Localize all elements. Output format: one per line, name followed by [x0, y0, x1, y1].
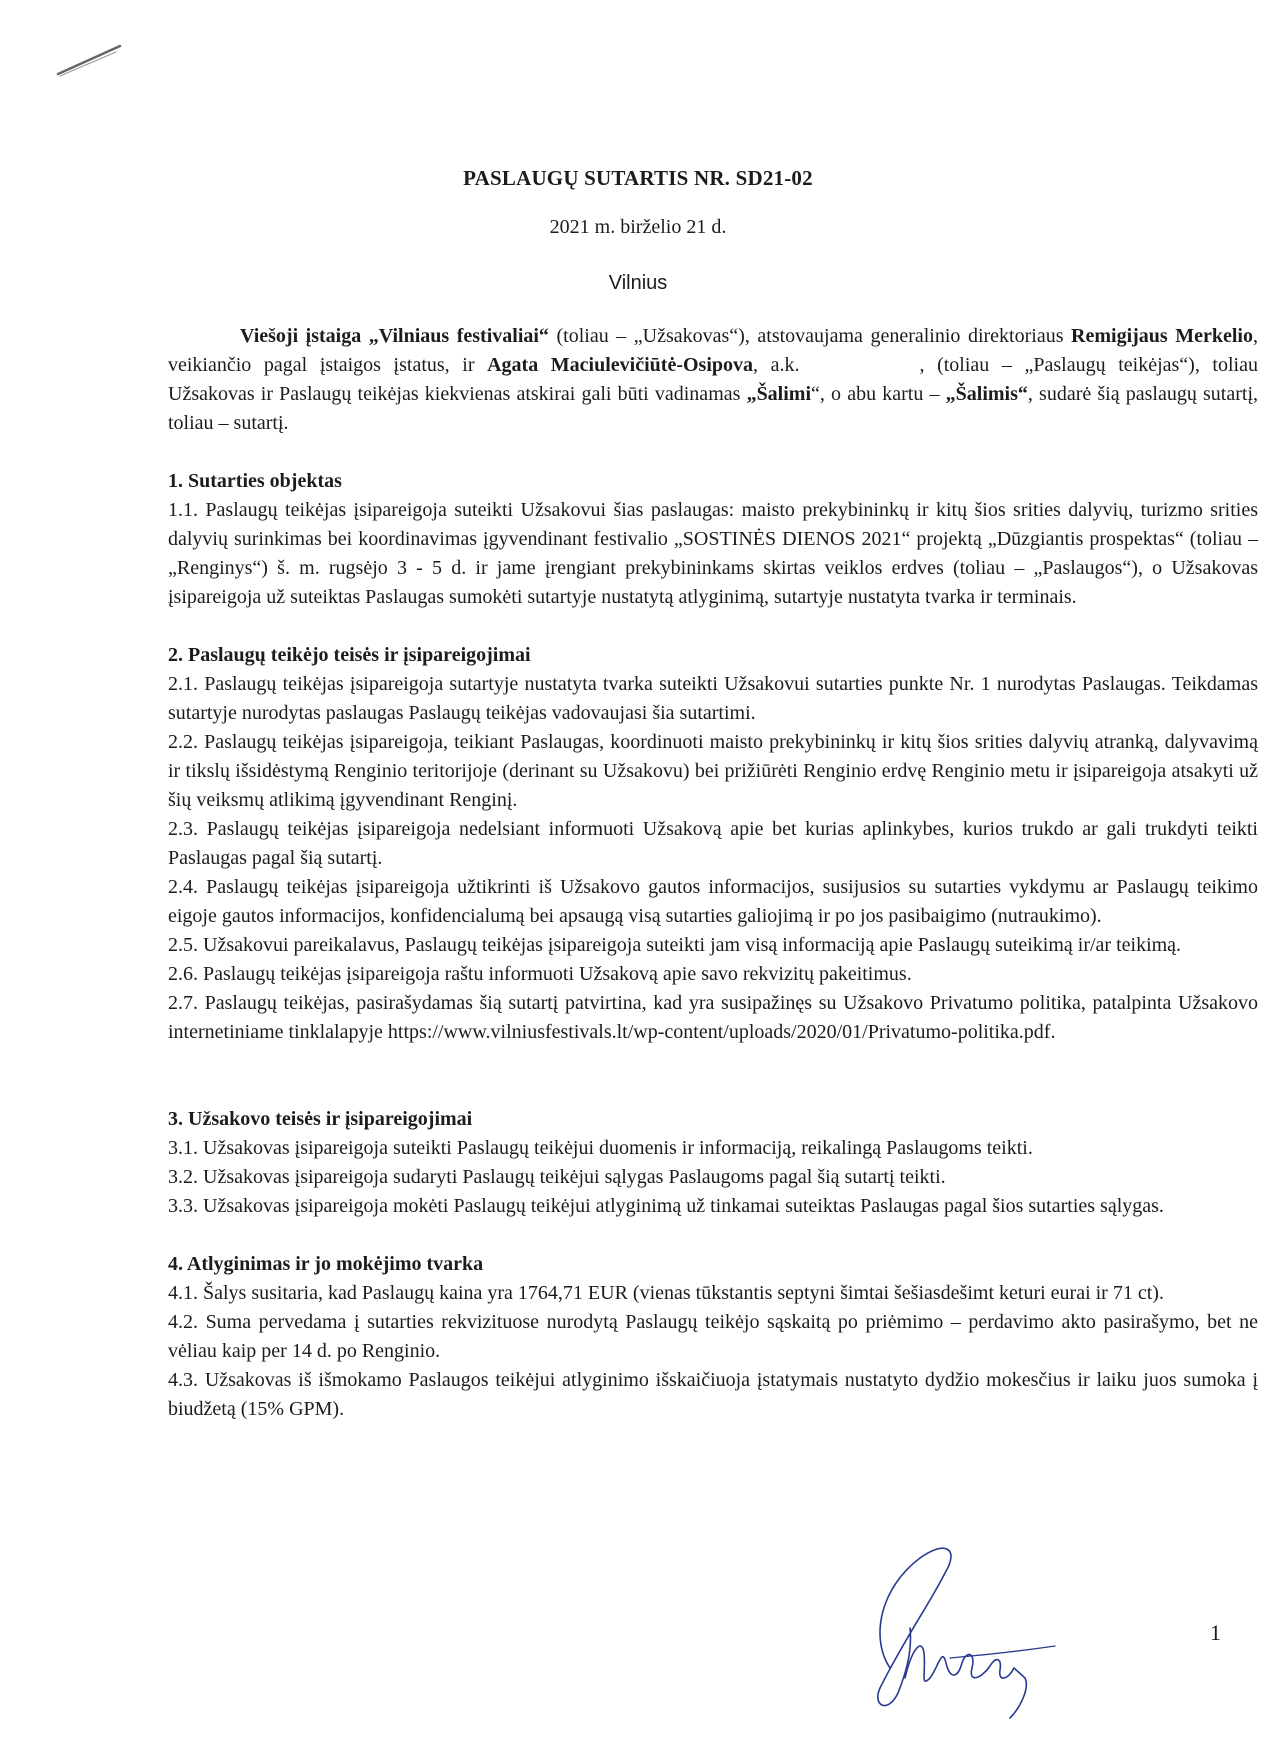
intro-text-2: , veikiančio pagal įstaigos įstatus, ir [168, 325, 1258, 376]
clause-3-3: 3.3. Užsakovas įsipareigoja mokėti Paslaugų teikėjui atlyginimą už tinkamai suteiktas Paslaugas pagal šios sutarties sąlygas. [168, 1195, 1164, 1217]
section-4-heading: 4. Atlyginimas ir jo mokėjimo tvarka [168, 1253, 484, 1275]
intro-director-name: Remigijaus Merkelio [1071, 325, 1253, 347]
clause-4-2: 4.2. Suma pervedama į sutarties rekvizituose nurodytą Paslaugų teikėjo sąskaitą po priėmimo – perdavimo akto pasirašymo, bet ne vėliau kaip per 14 d. po Renginio. [168, 1311, 1258, 1362]
intro-provider-name: Agata Maciulevičiūtė-Osipova [487, 354, 753, 376]
intro-term-salimi: „Šalimi [746, 383, 812, 405]
page-number: 1 [1210, 1620, 1221, 1645]
intro-text-1: (toliau – „Užsakovas“), atstovaujama generalinio direktoriaus [548, 325, 1072, 347]
clause-2-6: 2.6. Paslaugų teikėjas įsipareigoja raštu informuoti Užsakovą apie savo rekvizitų pakeitimus. [168, 963, 912, 985]
intro-text-3: , a.k. [753, 354, 800, 376]
clause-2-2: 2.2. Paslaugų teikėjas įsipareigoja, teikiant Paslaugas, koordinuoti maisto prekybininkų ir kitų šios srities dalyvių atranką, dalyvavimą ir tikslų išsidėstymą Renginio teritorijoje (derinant su Užsakovu) bei prižiūrėti Renginio erdvę Renginio metu ir įsipareigoja atsakyti už šių veiksmų atlikimą įgyvendinant Renginį. [168, 731, 1258, 811]
section-2 [168, 641, 1258, 1047]
clause-3-2: 3.2. Užsakovas įsipareigoja sudaryti Paslaugų teikėjui sąlygas Paslaugoms pagal šią sutartį teikti. [168, 1166, 946, 1188]
contract-body [168, 322, 1258, 1424]
section-3 [168, 1105, 1258, 1221]
clause-3-1: 3.1. Užsakovas įsipareigoja suteikti Paslaugų teikėjui duomenis ir informaciją, reikalingą Paslaugoms teikti. [168, 1137, 1033, 1159]
clause-2-4: 2.4. Paslaugų teikėjas įsipareigoja užtikrinti iš Užsakovo gautos informacijos, susijusios su sutarties vykdymu ar Paslaugų teikimo eigoje gautos informacijos, konfidencialumą bei apsaugą visą sutarties galiojimą ir po jos pasibaigimo (nutraukimo). [168, 876, 1258, 927]
section-1-heading: 1. Sutarties objektas [168, 470, 342, 492]
intro-party-1: Viešoji įstaiga „Vilniaus festivaliai“ [240, 325, 549, 347]
clause-4-3: 4.3. Užsakovas iš išmokamo Paslaugos teikėjui atlyginimo išskaičiuoja įstatymais nustatyto dydžio mokesčius ir laiku juos sumoka į biudžetą (15% GPM). [168, 1369, 1258, 1420]
handwritten-signature [850, 1528, 1060, 1728]
clause-2-1: 2.1. Paslaugų teikėjas įsipareigoja sutartyje nustatyta tvarka suteikti Užsakovui sutarties punkte Nr. 1 nurodytas Paslaugas. Teikdamas sutartyje nurodytas paslaugas Paslaugų teikėjas vadovaujasi šia sutartimi. [168, 673, 1258, 724]
intro-text-4: , (toliau – „Paslaugų teikėjas“), toliau Užsakovas ir Paslaugų teikėjas kiekvienas atskirai gali būti vadinamas [168, 354, 1258, 405]
intro-text-6: , sudarė šią paslaugų sutartį, toliau – sutartį. [168, 383, 1258, 434]
clause-2-3: 2.3. Paslaugų teikėjas įsipareigoja nedelsiant informuoti Užsakovą apie bet kurias aplinkybes, kurios trukdo ar gali trukdyti teikti Paslaugas pagal šią sutartį. [168, 818, 1258, 869]
clause-2-5: 2.5. Užsakovui pareikalavus, Paslaugų teikėjas įsipareigoja suteikti jam visą informaciją apie Paslaugų suteikimą ir/ar teikimą. [168, 934, 1182, 956]
contract-date: 2021 m. birželio 21 d. [549, 216, 727, 238]
section-3-heading: 3. Užsakovo teisės ir įsipareigojimai [168, 1108, 473, 1130]
clause-2-7: 2.7. Paslaugų teikėjas, pasirašydamas šią sutartį patvirtina, kad yra susipažinęs su Užsakovo Privatumo politika, patalpinta Užsakovo internetiniame tinklalapyje https://www.vilniusfestivals.lt/wp-content/uploads/2020/01/Privatumo-politika.pdf. [168, 992, 1258, 1043]
intro-paragraph [168, 322, 1258, 438]
contract-title: PASLAUGŲ SUTARTIS NR. SD21-02 [463, 166, 813, 190]
section-4 [168, 1250, 1258, 1424]
clause-1-1: 1.1. Paslaugų teikėjas įsipareigoja suteikti Užsakovui šias paslaugas: maisto prekybininkų ir kitų šios srities dalyvių, turizmo srities dalyvių surinkimas bei koordinavimas įgyvendinant festivalio „SOSTINĖS DIENOS 2021“ projektą „Dūzgiantis prospektas“ (toliau – „Renginys“) š. m. rugsėjo 3 - 5 d. ir jame įrengiant prekybininkams skirtas veiklos erdves (toliau – „Paslaugos“), o Užsakovas įsipareigoja už suteiktas Paslaugas sumokėti sutartyje nustatytą atlyginimą, sutartyje nustatyta tvarka ir terminais. [168, 499, 1258, 608]
section-2-heading: 2. Paslaugų teikėjo teisės ir įsipareigojimai [168, 644, 531, 666]
contract-city: Vilnius [608, 272, 668, 294]
section-1 [168, 467, 1258, 612]
intro-term-salimis: „Šalimis“ [945, 383, 1028, 405]
intro-text-5: “, o abu kartu – [811, 383, 946, 405]
clause-4-1: 4.1. Šalys susitaria, kad Paslaugų kaina yra 1764,71 EUR (vienas tūkstantis septyni šimtai šešiasdešimt keturi eurai ir 71 ct). [168, 1282, 1164, 1304]
pen-stroke-mark [50, 40, 130, 100]
